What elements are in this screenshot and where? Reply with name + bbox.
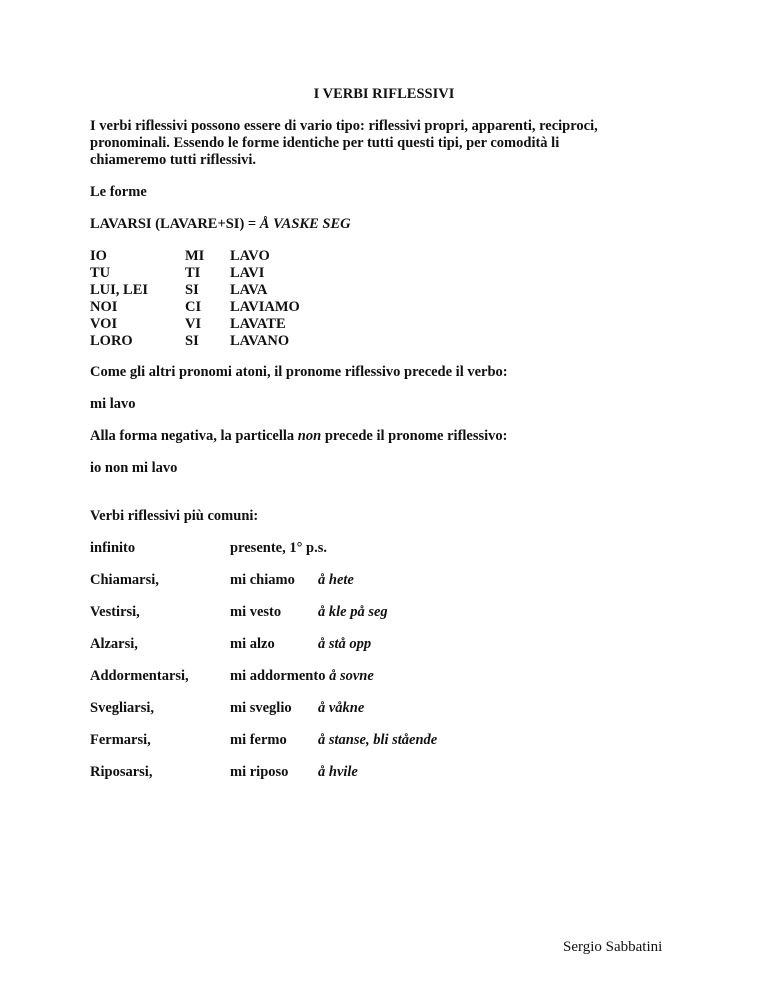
pronoun-cell: TU [90, 265, 111, 281]
norwegian-cell: å hvile [318, 764, 358, 780]
verb-cell: LAVATE [230, 316, 286, 332]
infinitive-cell: Alzarsi, [90, 636, 138, 652]
verb-cell: LAVANO [230, 333, 290, 349]
present-cell: mi alzo [230, 636, 275, 652]
present-cell: mi fermo [230, 732, 287, 748]
reflexive-cell: CI [185, 299, 202, 315]
rule-2-before: Alla forma negativa, la particella [90, 428, 298, 444]
author-footer: Sergio Sabbatini [563, 939, 663, 955]
lavarsi-prefix: LAVARSI (LAVARE+SI) = [90, 216, 260, 232]
present-cell: mi vesto [230, 604, 282, 620]
norwegian-cell: å kle på seg [318, 604, 388, 620]
example-1: mi lavo [90, 396, 136, 412]
infinitive-cell: Riposarsi, [90, 764, 153, 780]
intro-line-2: pronominali. Essendo le forme identiche per tutti questi tipi, per comodità li [90, 135, 560, 151]
common-verbs-heading: Verbi riflessivi più comuni: [90, 508, 259, 524]
infinitive-cell: Svegliarsi, [90, 700, 155, 716]
verb-cell: LAVIAMO [230, 299, 300, 315]
reflexive-cell: SI [185, 282, 199, 298]
present-norwegian-cell [230, 668, 374, 685]
present-cell: mi addormento [230, 668, 326, 684]
intro-line-3: chiameremo tutti riflessivi. [90, 152, 257, 168]
norwegian-cell: å hete [318, 572, 354, 588]
header-present: presente, 1° p.s. [230, 540, 327, 556]
reflexive-cell: TI [185, 265, 201, 281]
reflexive-cell: MI [185, 248, 205, 264]
example-2: io non mi lavo [90, 460, 178, 476]
reflexive-cell: SI [185, 333, 199, 349]
pronoun-cell: IO [90, 248, 107, 264]
norwegian-cell: å stanse, bli stående [318, 732, 438, 748]
present-cell: mi chiamo [230, 572, 295, 588]
forms-heading: Le forme [90, 184, 147, 200]
header-infinitive: infinito [90, 540, 136, 556]
verb-cell: LAVI [230, 265, 265, 281]
lavarsi-heading [90, 216, 351, 233]
infinitive-cell: Vestirsi, [90, 604, 140, 620]
norwegian-cell: å våkne [318, 700, 365, 716]
rule-2-emph: non [297, 428, 322, 444]
pronoun-cell: LUI, LEI [90, 282, 149, 298]
rule-2-after: precede il pronome riflessivo: [321, 428, 508, 444]
lavarsi-norwegian: Å VASKE SEG [259, 216, 351, 232]
present-cell: mi sveglio [230, 700, 292, 716]
norwegian-cell: å sovne [329, 668, 374, 684]
rule-2 [90, 428, 508, 445]
reflexive-cell: VI [185, 316, 202, 332]
pronoun-cell: NOI [90, 299, 118, 315]
infinitive-cell: Chiamarsi, [90, 572, 159, 588]
present-cell: mi riposo [230, 764, 289, 780]
infinitive-cell: Addormentarsi, [90, 668, 189, 684]
pronoun-cell: LORO [90, 333, 133, 349]
page-title: I VERBI RIFLESSIVI [313, 86, 455, 102]
verb-cell: LAVA [230, 282, 268, 298]
infinitive-cell: Fermarsi, [90, 732, 151, 748]
intro-line-1: I verbi riflessivi possono essere di vario tipo: riflessivi propri, apparenti, reciproci, [90, 118, 598, 134]
rule-1: Come gli altri pronomi atoni, il pronome riflessivo precede il verbo: [90, 364, 508, 380]
norwegian-cell: å stå opp [318, 636, 372, 652]
pronoun-cell: VOI [90, 316, 118, 332]
verb-cell: LAVO [230, 248, 270, 264]
